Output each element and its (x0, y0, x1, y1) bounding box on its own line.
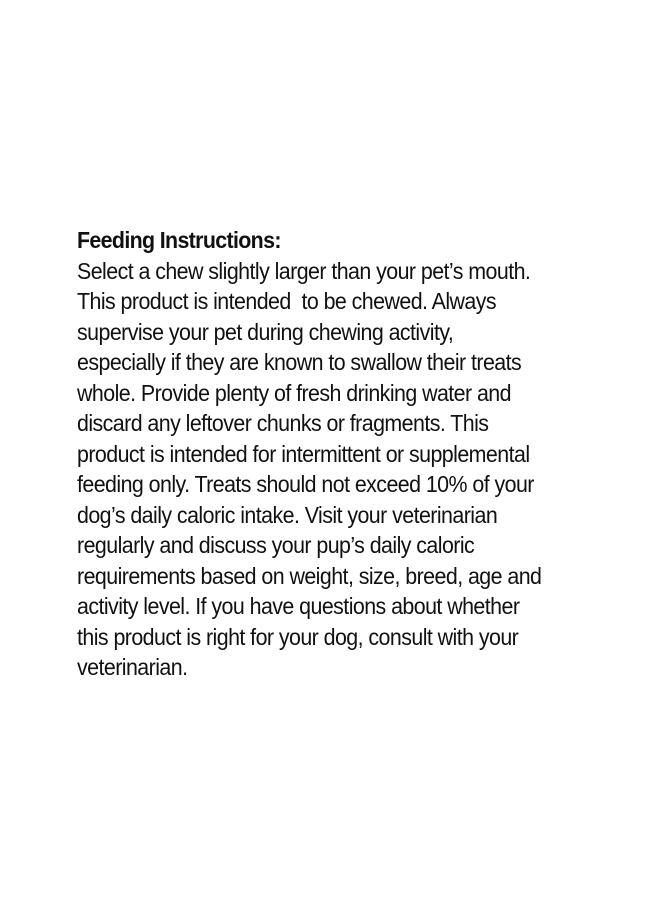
body-line: especially if they are known to swallow their treats (77, 349, 522, 375)
body-line: dog’s daily caloric intake. Visit your veterinarian (77, 501, 498, 528)
body-line: product is intended for intermittent or supplemental (77, 440, 530, 467)
body-line: supervise your pet during chewing activity, (77, 318, 454, 345)
body-line: whole. Provide plenty of fresh drinking water and (77, 379, 511, 406)
body-line: activity level. If you have questions about whether (77, 593, 520, 619)
feeding-instructions-block (77, 225, 598, 683)
body-line: regularly and discuss your pup’s daily caloric (77, 532, 475, 558)
body-line: this product is right for your dog, consult with your (77, 623, 519, 650)
body-line: Select a chew slightly larger than your pet’s mouth. (77, 257, 531, 284)
body-line: feeding only. Treats should not exceed 10% of your (77, 471, 534, 497)
body-line: veterinarian. (77, 654, 188, 680)
section-heading: Feeding Instructions: (77, 227, 281, 253)
body-line: requirements based on weight, size, breed, age and (77, 562, 542, 589)
body-line: discard any leftover chunks or fragments. This (77, 410, 489, 436)
body-line: This product is intended to be chewed. Always (77, 288, 497, 314)
